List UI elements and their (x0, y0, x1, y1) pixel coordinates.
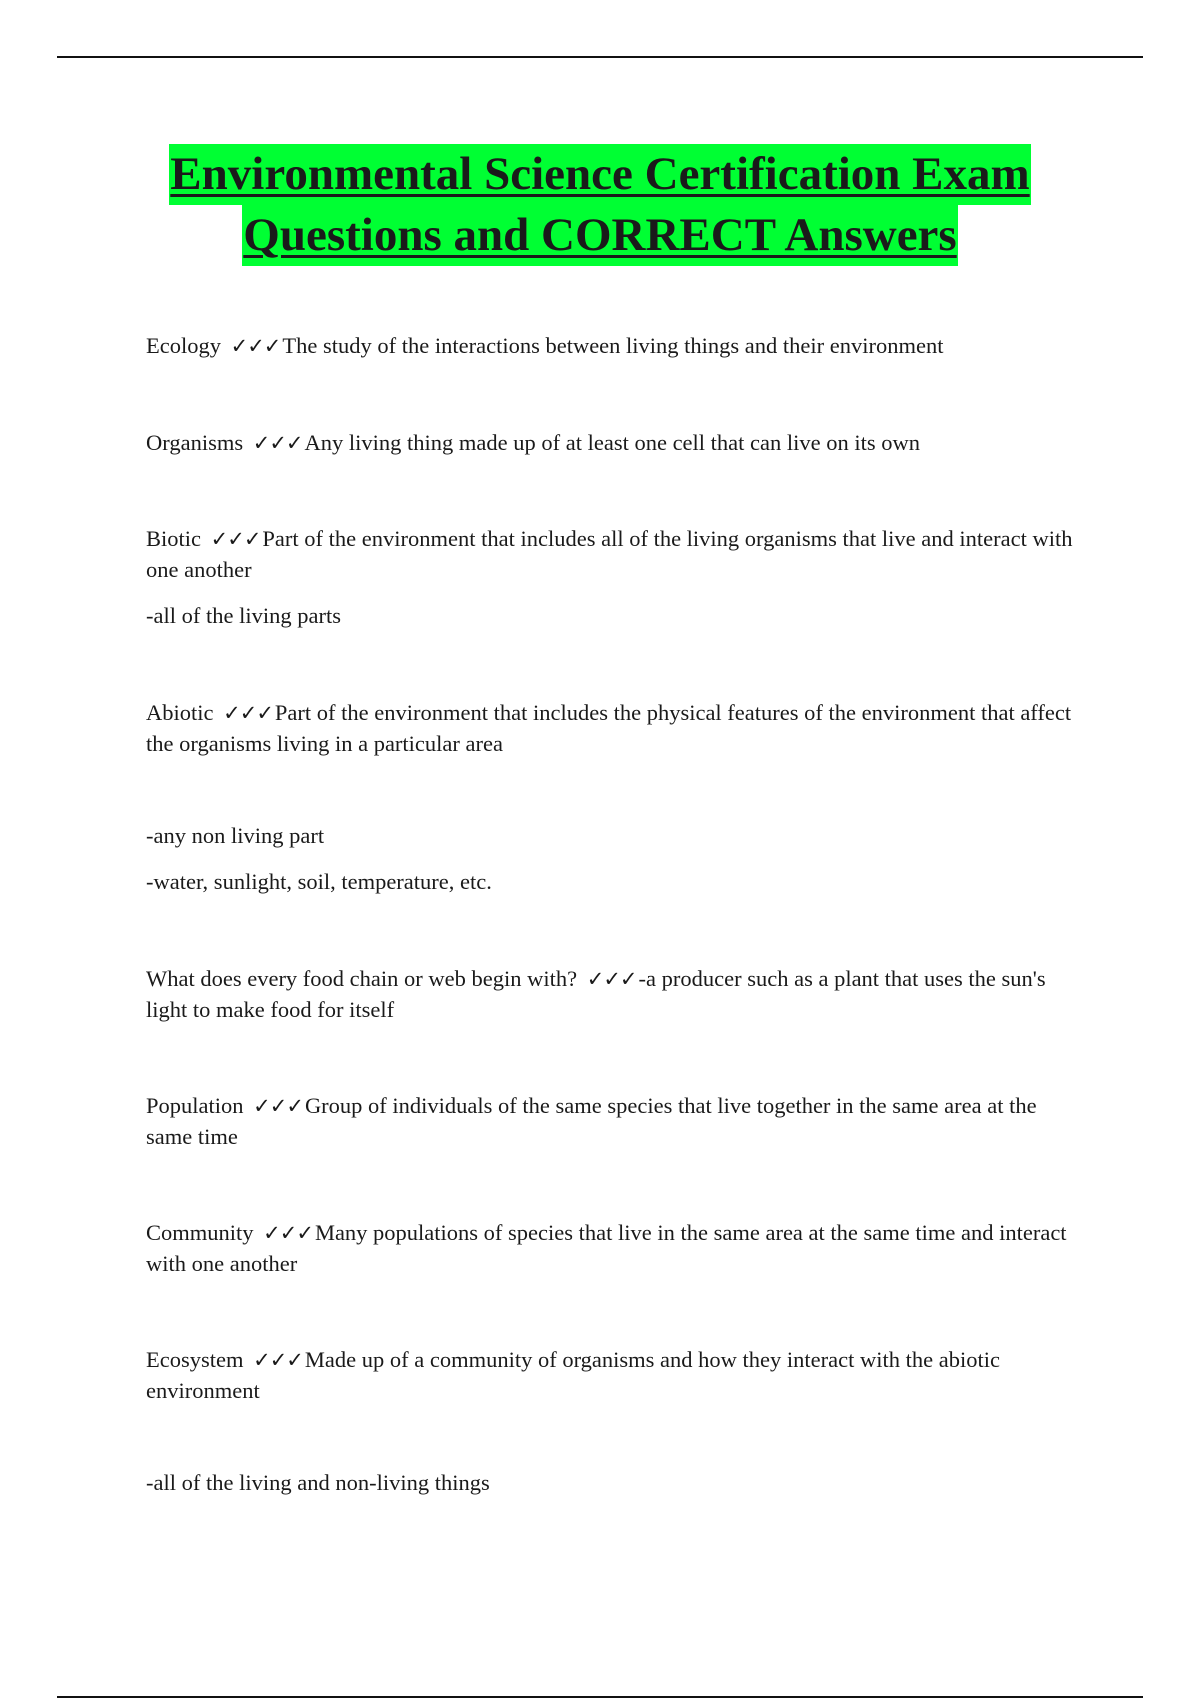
entry-definition: Made up of a community of organisms and how they interact with the abiotic environment (146, 1347, 1000, 1403)
entry-term: Community (146, 1220, 254, 1245)
top-rule (57, 56, 1143, 58)
qa-entry-abiotic-note-2: -water, sunlight, soil, temperature, etc. (146, 869, 492, 894)
qa-entry-ecology (146, 331, 1086, 362)
check-icon: ✓✓✓ (263, 1221, 313, 1245)
entry-definition: Any living thing made up of at least one cell that can live on its own (304, 430, 921, 455)
bottom-rule (57, 1696, 1143, 1698)
entry-definition: The study of the interactions between living things and their environment (282, 333, 944, 358)
entry-term: Organisms (146, 430, 244, 455)
check-icon: ✓✓✓ (210, 527, 261, 551)
entry-definition: Group of individuals of the same species that live together in the same area at the same time (146, 1093, 1037, 1149)
check-icon: ✓✓✓ (586, 967, 637, 991)
qa-entry-organisms (146, 428, 1086, 459)
entry-term: Abiotic (146, 700, 214, 725)
qa-entry-abiotic-note-1: -any non living part (146, 823, 325, 848)
title-line-2: Questions and CORRECT Answers (242, 205, 957, 266)
title-line-1: Environmental Science Certification Exam (169, 144, 1030, 205)
qa-entry-biotic-note: -all of the living parts (146, 603, 341, 628)
check-icon: ✓✓✓ (252, 431, 303, 455)
check-icon: ✓✓✓ (253, 1348, 303, 1372)
qa-entry-biotic (146, 524, 1086, 585)
entry-definition: -a producer such as a plant that uses the sun's light to make food for itself (146, 966, 1046, 1022)
entry-term: Population (146, 1093, 244, 1118)
entry-term: Ecology (146, 333, 221, 358)
entry-term: What does every food chain or web begin with? (146, 966, 578, 991)
check-icon: ✓✓✓ (223, 701, 273, 725)
qa-entry-population (146, 1091, 1086, 1152)
qa-entry-ecosystem-note: -all of the living and non-living things (146, 1470, 490, 1495)
entry-term: Biotic (146, 526, 201, 551)
document-title (0, 144, 1200, 266)
entry-definition: Part of the environment that includes the physical features of the environment that affect the organisms living in a particular area (146, 700, 1072, 756)
entry-definition: Part of the environment that includes all of the living organisms that live and interact with one another (146, 526, 1073, 582)
entry-term: Ecosystem (146, 1347, 244, 1372)
check-icon: ✓✓✓ (230, 334, 281, 358)
check-icon: ✓✓✓ (253, 1094, 303, 1118)
qa-entry-community (146, 1218, 1086, 1279)
qa-entry-food-chain (146, 964, 1086, 1025)
qa-entry-abiotic (146, 698, 1086, 759)
qa-entry-ecosystem (146, 1345, 1086, 1406)
entry-definition: Many populations of species that live in the same area at the same time and interact with one another (146, 1220, 1067, 1276)
